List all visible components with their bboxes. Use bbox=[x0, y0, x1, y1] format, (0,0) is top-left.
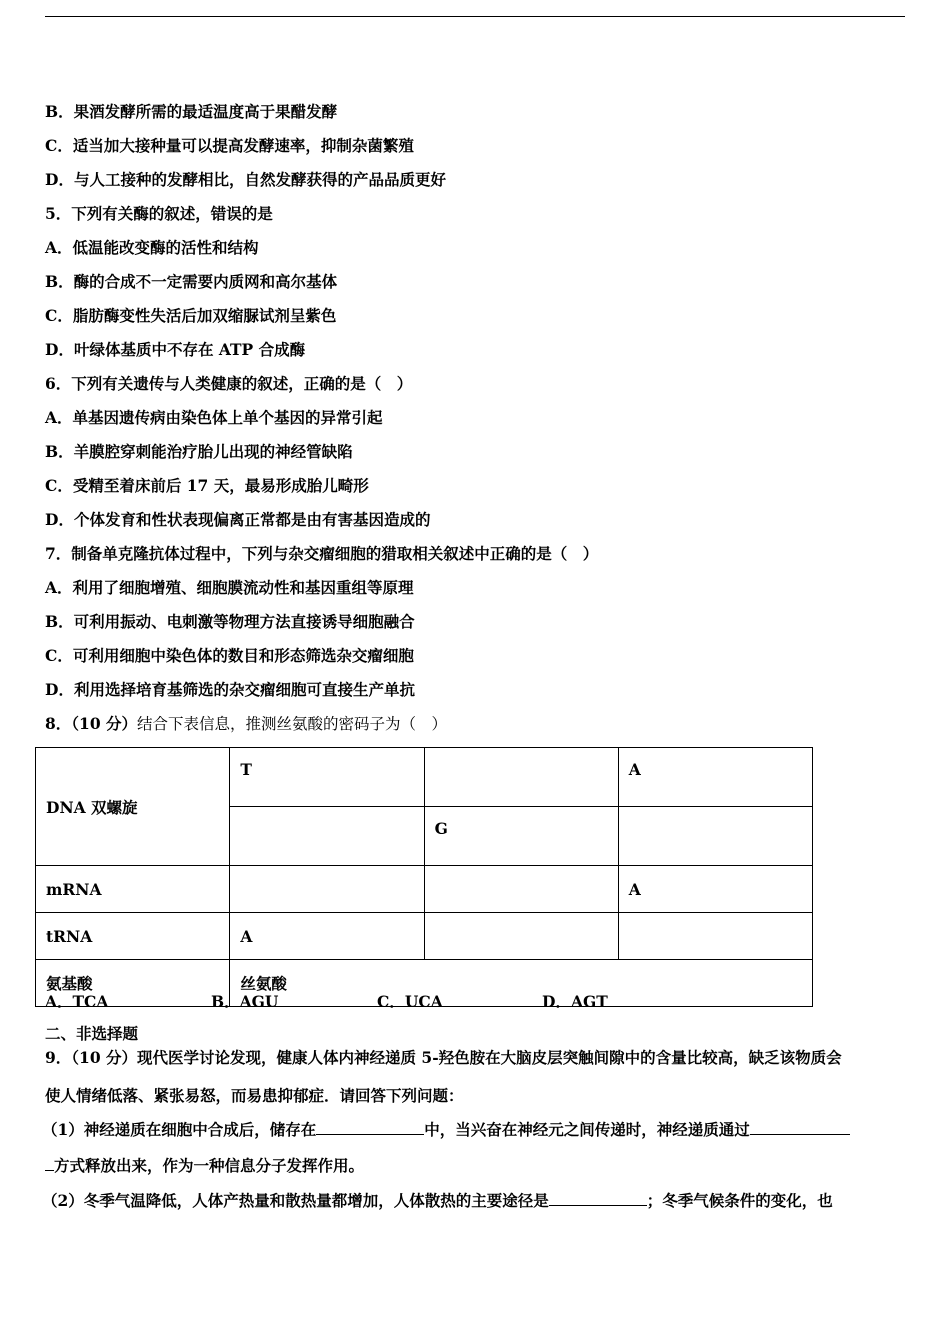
q4-option-c: C．适当加大接种量可以提高发酵速率，抑制杂菌繁殖 bbox=[45, 136, 414, 155]
q9-p1-text2: 中，当兴奋在神经元之间传递时，神经递质通过 bbox=[424, 1120, 750, 1139]
mrna-c1 bbox=[230, 866, 424, 913]
answer-blank[interactable] bbox=[750, 1120, 850, 1135]
q5-option-c: C．脂肪酶变性失活后加双缩脲试剂呈紫色 bbox=[45, 306, 337, 325]
q8-option-a: A．TCA bbox=[45, 992, 109, 1011]
q9-number: 9．（10 分） bbox=[45, 1048, 138, 1067]
q9-p2-text1: （2）冬季气温降低，人体产热量和散热量都增加，人体散热的主要途径是 bbox=[42, 1191, 549, 1210]
q8-stem-text: 结合下表信息，推测丝氨酸的密码子为（ ） bbox=[137, 715, 448, 733]
answer-blank[interactable] bbox=[316, 1120, 424, 1135]
answer-blank[interactable] bbox=[549, 1191, 647, 1206]
q7-option-a: A．利用了细胞增殖、细胞膜流动性和基因重组等原理 bbox=[45, 578, 414, 597]
q9-stem-line2: 使人情绪低落、紧张易怒，而易患抑郁症．请回答下列问题： bbox=[45, 1086, 464, 1105]
codon-table bbox=[35, 747, 813, 1007]
q4-option-d: D．与人工接种的发酵相比，自然发酵获得的产品品质更好 bbox=[45, 170, 446, 189]
q9-p1-text3: 方式释放出来，作为一种信息分子发挥作用。 bbox=[54, 1156, 365, 1175]
q8-number: 8．（10 分） bbox=[45, 714, 138, 733]
q6-option-a: A．单基因遗传病由染色体上单个基因的异常引起 bbox=[45, 408, 383, 427]
answer-blank[interactable] bbox=[45, 1156, 54, 1171]
q8-option-c: C．UCA bbox=[377, 992, 443, 1011]
q8-option-d: D．AGT bbox=[542, 992, 608, 1011]
mrna-c3: A bbox=[618, 866, 812, 913]
q5-stem: 5．下列有关酶的叙述，错误的是 bbox=[45, 204, 273, 223]
q8-option-b: B．AGU bbox=[211, 992, 279, 1011]
trna-c3 bbox=[618, 913, 812, 960]
dna-label: DNA 双螺旋 bbox=[36, 748, 230, 866]
q7-option-b: B．可利用振动、电刺激等物理方法直接诱导细胞融合 bbox=[45, 612, 415, 631]
trna-label: tRNA bbox=[36, 913, 230, 960]
q9-part1-line2 bbox=[45, 1156, 364, 1176]
q9-p2-text2: ；冬季气候条件的变化，也 bbox=[646, 1191, 833, 1210]
mrna-label: mRNA bbox=[36, 866, 230, 913]
section-title: 二、非选择题 bbox=[45, 1024, 139, 1043]
q7-option-d: D．利用选择培育基筛选的杂交瘤细胞可直接生产单抗 bbox=[45, 680, 415, 699]
q9-p1-text1: （1）神经递质在细胞中合成后，储存在 bbox=[42, 1120, 317, 1139]
trna-c2 bbox=[424, 913, 618, 960]
amino-acid-value: 丝氨酸 bbox=[230, 960, 813, 1007]
mrna-c2 bbox=[424, 866, 618, 913]
q5-option-b: B．酶的合成不一定需要内质网和高尔基体 bbox=[45, 272, 338, 291]
dna-r2-c1 bbox=[230, 807, 424, 866]
dna-r1-c1: T bbox=[230, 748, 424, 807]
q9-part2 bbox=[42, 1191, 833, 1211]
q8-stem bbox=[45, 714, 447, 734]
q4-option-b: B．果酒发酵所需的最适温度高于果醋发酵 bbox=[45, 102, 338, 121]
q6-stem: 6．下列有关遗传与人类健康的叙述，正确的是（ ） bbox=[45, 374, 413, 393]
amino-acid-label: 氨基酸 bbox=[36, 960, 230, 1007]
trna-c1: A bbox=[230, 913, 424, 960]
q7-option-c: C．可利用细胞中染色体的数目和形态筛选杂交瘤细胞 bbox=[45, 646, 414, 665]
q9-stem-line1 bbox=[45, 1048, 842, 1068]
dna-r1-c3: A bbox=[618, 748, 812, 807]
q5-option-a: A．低温能改变酶的活性和结构 bbox=[45, 238, 259, 257]
dna-r1-c2 bbox=[424, 748, 618, 807]
dna-r2-c3 bbox=[618, 807, 812, 866]
q9-stem-text: 现代医学讨论发现，健康人体内神经递质 5-羟色胺在大脑皮层突触间隙中的含量比较高，缺乏该物质会 bbox=[137, 1048, 842, 1067]
q5-option-d: D．叶绿体基质中不存在 ATP 合成酶 bbox=[45, 340, 306, 359]
q6-option-c: C．受精至着床前后 17 天，最易形成胎儿畸形 bbox=[45, 476, 369, 495]
dna-r2-c2: G bbox=[424, 807, 618, 866]
q9-part1-line1 bbox=[42, 1120, 850, 1140]
q6-option-b: B．羊膜腔穿刺能治疗胎儿出现的神经管缺陷 bbox=[45, 442, 353, 461]
q7-stem: 7．制备单克隆抗体过程中，下列与杂交瘤细胞的猎取相关叙述中正确的是（ ） bbox=[45, 544, 599, 563]
q6-option-d: D．个体发育和性状表现偏离正常都是由有害基因造成的 bbox=[45, 510, 431, 529]
header-rule bbox=[45, 16, 905, 17]
